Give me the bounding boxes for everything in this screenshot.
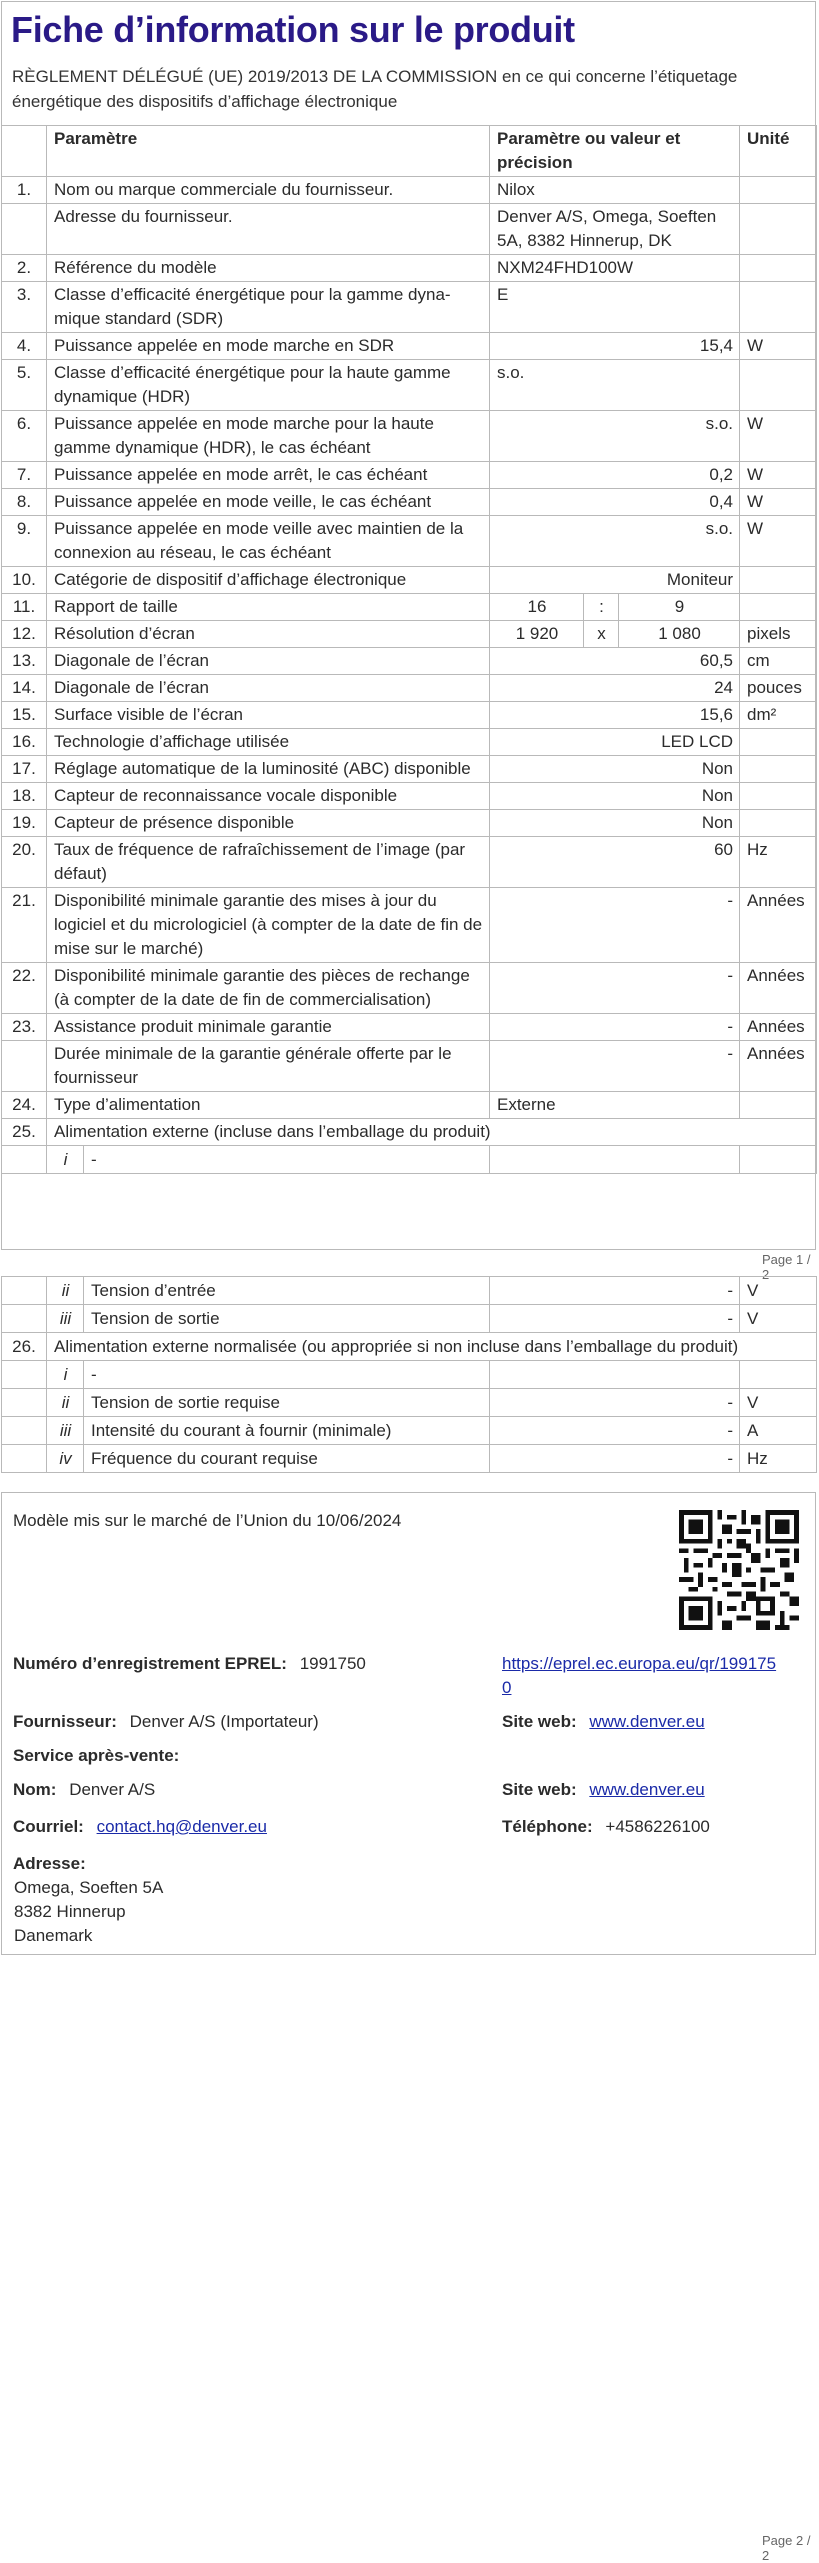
table-row: iv Fréquence du courant requise - Hz xyxy=(2,1445,817,1473)
supplier-value: Denver A/S (Importateur) xyxy=(129,1712,319,1731)
eprel-value: 1991750 xyxy=(299,1654,366,1673)
eprel-label: Numéro d’enregistrement EPREL: xyxy=(13,1654,287,1673)
product-sheet-page-2 xyxy=(1,1276,816,1473)
table-row: iii Intensité du courant à fournir (minimale) - A xyxy=(2,1417,817,1445)
regulation-text: RÈGLEMENT DÉLÉGUÉ (UE) 2019/2013 DE LA COMMISSION en ce qui concerne l’étiquetage énergétique des dispositifs d’affichage électronique xyxy=(12,67,738,111)
spec-table-continued xyxy=(1,1276,817,1473)
table-row: 4. Puissance appelée en mode marche en SDR 15,4 W xyxy=(2,333,817,360)
table-row: 24. Type d’alimentation Externe xyxy=(2,1092,817,1119)
table-header-row xyxy=(2,126,817,177)
table-row: 1. Nom ou marque commerciale du fournisseur. Nilox xyxy=(2,177,817,204)
table-row: 26. Alimentation externe normalisée (ou appropriée si non incluse dans l’emballage du produit) xyxy=(2,1333,817,1361)
product-sheet-page-1 xyxy=(1,1,816,1250)
header-value: Paramètre ou valeur et précision xyxy=(490,126,740,177)
table-row: 23. Assistance produit minimale garantie - Années xyxy=(2,1014,817,1041)
service-heading: Service après-vente: xyxy=(13,1746,180,1765)
address-line: Omega, Soeften 5A xyxy=(14,1878,164,1897)
table-row: 21. Disponibilité minimale garantie des mises à jour du logiciel et du micrologiciel (à compter de la date de fin de mise sur le marché) - Années xyxy=(2,888,817,963)
spec-table xyxy=(1,125,817,1146)
address-line: 8382 Hinnerup xyxy=(14,1902,126,1921)
table-row: 18. Capteur de reconnaissance vocale disponible Non xyxy=(2,783,817,810)
table-row: iii Tension de sortie - V xyxy=(2,1305,817,1333)
table-row: 6. Puissance appelée en mode marche pour la haute gamme dynamique (HDR), le cas échéant s.o. W xyxy=(2,411,817,462)
header-param: Paramètre xyxy=(47,126,490,177)
table-row: ii Tension de sortie requise - V xyxy=(2,1389,817,1417)
table-row: 8. Puissance appelée en mode veille, le cas échéant 0,4 W xyxy=(2,489,817,516)
website-link[interactable]: www.denver.eu xyxy=(589,1712,705,1731)
supplier-info-box xyxy=(1,1492,816,1955)
table-row: 12. Résolution d’écran 1 920 x 1 080 pixels xyxy=(2,621,817,648)
table-row: 14. Diagonale de l’écran 24 pouces xyxy=(2,675,817,702)
page-number: Page 1 / 2 xyxy=(762,1252,811,1282)
qr-code-icon[interactable] xyxy=(679,1510,799,1630)
table-row: 3. Classe d’efficacité énergétique pour la gamme dynamique standard (SDR) E xyxy=(2,282,817,333)
page-number: Page 2 / 2 xyxy=(762,2533,811,2563)
eprel-row xyxy=(13,1652,366,1676)
address-label: Adresse: xyxy=(13,1854,86,1873)
table-row: 20. Taux de fréquence de rafraîchissement de l’image (par défaut) 60 Hz xyxy=(2,837,817,888)
table-row: i - xyxy=(2,1361,817,1389)
table-row: 7. Puissance appelée en mode arrêt, le cas échéant 0,2 W xyxy=(2,462,817,489)
table-row: 17. Réglage automatique de la luminosité (ABC) disponible Non xyxy=(2,756,817,783)
email-label: Courriel: xyxy=(13,1817,84,1836)
eprel-link[interactable]: https://eprel.ec.europa.eu/qr/1991750 xyxy=(502,1654,777,1697)
service-website-row xyxy=(502,1778,705,1802)
service-name-row xyxy=(13,1778,155,1802)
table-row: 19. Capteur de présence disponible Non xyxy=(2,810,817,837)
table-row: 2. Référence du modèle NXM24FHD100W xyxy=(2,255,817,282)
table-row: i - xyxy=(2,1146,817,1174)
table-row: 13. Diagonale de l’écran 60,5 cm xyxy=(2,648,817,675)
address-line: Danemark xyxy=(14,1926,93,1945)
phone-label: Téléphone: xyxy=(502,1817,593,1836)
table-row: 11. Rapport de taille 16 : 9 xyxy=(2,594,817,621)
website-row xyxy=(502,1710,705,1734)
spec-table-subrows xyxy=(1,1146,817,1174)
email-row xyxy=(13,1815,267,1839)
phone-value: +4586226100 xyxy=(605,1817,710,1836)
table-row: 10. Catégorie de dispositif d’affichage électronique Moniteur xyxy=(2,567,817,594)
email-link[interactable]: contact.hq@denver.eu xyxy=(96,1817,267,1836)
page-title: Fiche d’information sur le produit xyxy=(11,9,575,50)
supplier-label: Fournisseur: xyxy=(13,1712,117,1731)
table-row: ii Tension d’entrée - V xyxy=(2,1277,817,1305)
table-row: Durée minimale de la garantie générale offerte par le fournisseur - Années xyxy=(2,1041,817,1092)
supplier-row xyxy=(13,1710,319,1734)
website-label: Site web: xyxy=(502,1712,577,1731)
header-unit: Unité xyxy=(740,126,817,177)
website2-link[interactable]: www.denver.eu xyxy=(589,1780,705,1799)
name-label: Nom: xyxy=(13,1780,57,1799)
table-row: 16. Technologie d’affichage utilisée LED LCD xyxy=(2,729,817,756)
phone-row xyxy=(502,1815,710,1839)
table-row: 15. Surface visible de l’écran 15,6 dm² xyxy=(2,702,817,729)
table-row: 5. Classe d’efficacité énergétique pour la haute gamme dynamique (HDR) s.o. xyxy=(2,360,817,411)
website2-label: Site web: xyxy=(502,1780,577,1799)
table-row: 22. Disponibilité minimale garantie des pièces de rechange (à compter de la date de fin de commercialisation) - Années xyxy=(2,963,817,1014)
table-row: 25. Alimentation externe (incluse dans l’emballage du produit) xyxy=(2,1119,817,1146)
table-row: 9. Puissance appelée en mode veille avec maintien de la connexion au réseau, le cas échéant s.o. W xyxy=(2,516,817,567)
market-date-text: Modèle mis sur le marché de l’Union du 10/06/2024 xyxy=(13,1511,402,1530)
name-value: Denver A/S xyxy=(69,1780,156,1799)
table-row: Adresse du fournisseur. Denver A/S, Omega, Soeften 5A, 8382 Hinnerup, DK xyxy=(2,204,817,255)
